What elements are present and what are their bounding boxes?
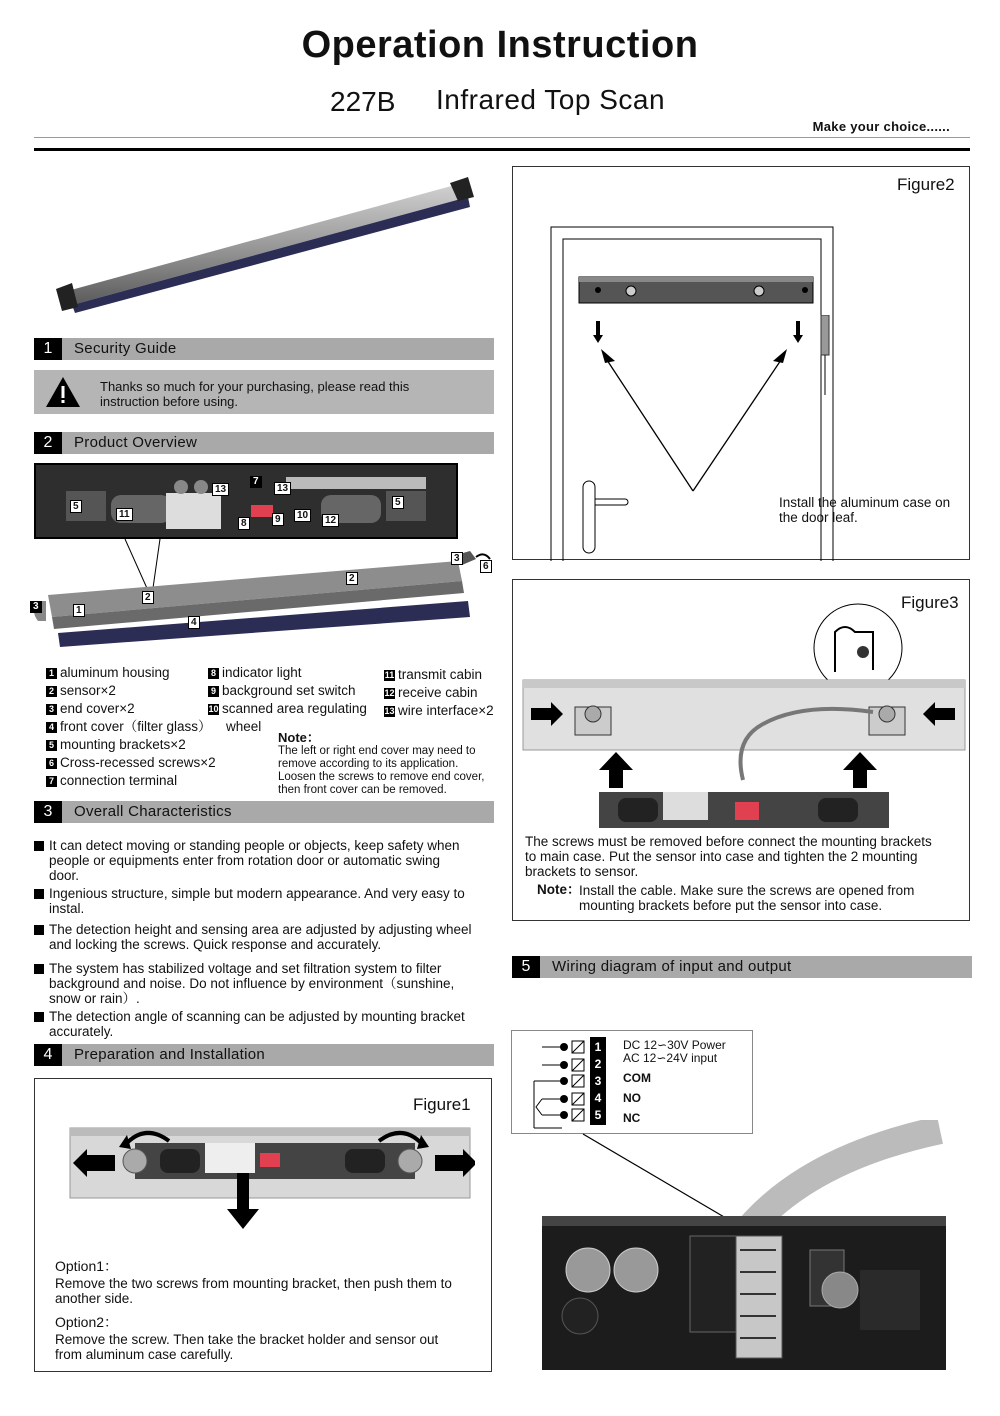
legend-item (208, 664, 367, 682)
legend-item (46, 682, 216, 700)
characteristic-line: The detection angle of scanning can be adjusted by mounting bracket (49, 1009, 465, 1024)
callout-2b: 2 (346, 572, 358, 585)
door-hinge-drawing (813, 315, 833, 395)
terminal-com-label: COM (623, 1071, 651, 1085)
callout-9: 9 (272, 513, 284, 526)
callout-4: 4 (188, 616, 200, 629)
legend-number: 8 (208, 668, 219, 679)
warning-line-1: Thanks so much for your purchasing, please read this (100, 379, 410, 394)
legend-item (384, 684, 494, 702)
legend-column-1 (46, 664, 216, 790)
terminal-nc-label: NC (623, 1111, 641, 1125)
legend-item (384, 702, 494, 720)
legend-text: front cover（filter glass） (60, 719, 212, 734)
section-4-header (34, 1044, 494, 1066)
callout-1: 1 (73, 604, 85, 617)
legend-text: mounting brackets×2 (60, 737, 186, 752)
legend-text: Cross-recessed screws×2 (60, 755, 216, 770)
legend-text: end cover×2 (60, 701, 135, 716)
terminal-number: 2 (594, 1057, 602, 1071)
section-1-number: 1 (34, 338, 62, 360)
characteristic-line: people or equipments enter from rotation door or automatic swing (49, 853, 440, 868)
figure-3-drawing (513, 602, 971, 832)
legend-item (46, 718, 216, 736)
terminal-no-label: NO (623, 1091, 641, 1105)
callout-7: 7 (250, 476, 262, 488)
callout-12: 12 (322, 514, 339, 527)
overview-note-line: The left or right end cover may need to (278, 745, 476, 757)
sensor-closeup (34, 463, 458, 539)
section-2-number: 2 (34, 432, 62, 454)
legend-number: 13 (384, 705, 395, 716)
overview-note-line: Loosen the screws to remove end cover, (278, 771, 485, 783)
characteristic-line: door. (49, 868, 80, 883)
characteristic-item (34, 886, 508, 916)
legend-text: sensor×2 (60, 683, 116, 698)
option-1-line: another side. (55, 1291, 134, 1306)
header-divider-thin (34, 137, 970, 138)
overview-note-line: remove according to its application. (278, 758, 459, 770)
option-1-line: Remove the two screws from mounting bracket, then push them to (55, 1276, 452, 1291)
callout-5a: 5 (70, 500, 82, 513)
legend-text: indicator light (222, 665, 302, 680)
characteristic-line: The system has stabilized voltage and set filtration system to filter (49, 961, 442, 976)
warning-icon (44, 375, 82, 409)
terminal-number: 5 (594, 1108, 602, 1122)
callout-10: 10 (294, 509, 311, 522)
legend-text: wire interface×2 (398, 703, 494, 718)
legend-item (46, 754, 216, 772)
terminal-number: 3 (594, 1074, 602, 1088)
figure-1-drawing (65, 1123, 475, 1233)
legend-number: 5 (46, 740, 57, 751)
legend-text: background set switch (222, 683, 356, 698)
product-name: Infrared Top Scan (436, 84, 666, 115)
characteristic-line: accurately. (49, 1024, 114, 1039)
callout-13a: 13 (212, 483, 229, 496)
legend-item (46, 664, 216, 682)
callout-3a: 3 (30, 601, 42, 613)
legend-number: 2 (46, 686, 57, 697)
section-3-title: Overall Characteristics (74, 803, 232, 820)
legend-number: 6 (46, 758, 57, 769)
overview-note-title: Note： (278, 730, 320, 745)
legend-item (208, 682, 367, 700)
legend-number: 11 (384, 669, 395, 680)
figure-3-note-line: Install the cable. Make sure the screws are opened from (579, 883, 915, 898)
legend-wrap-text: wheel (226, 719, 262, 734)
section-3-number: 3 (34, 801, 62, 823)
legend-item (384, 666, 494, 684)
callout-13b: 13 (274, 482, 291, 495)
figure-2-caption-line: the door leaf. (779, 510, 858, 525)
legend-text: transmit cabin (398, 667, 483, 682)
option-1-title: Option1： (55, 1258, 119, 1274)
exploded-housing-drawing (30, 537, 500, 652)
figure-3-caption-line: brackets to sensor. (525, 864, 639, 879)
section-2-title: Product Overview (74, 434, 198, 451)
legend-item (46, 700, 216, 718)
model-number: 227B (330, 86, 396, 117)
power-dc-label: DC 12∽30V Power (623, 1038, 726, 1052)
legend-number: 3 (46, 704, 57, 715)
legend-item (46, 772, 216, 790)
warning-line-2: instruction before using. (100, 394, 239, 409)
legend-item (46, 736, 216, 754)
section-4-title: Preparation and Installation (74, 1046, 266, 1063)
characteristic-item (34, 1009, 508, 1039)
figure-2-caption-line: Install the aluminum case on (779, 495, 951, 510)
figure-3-note-line: mounting brackets before put the sensor into case. (579, 898, 883, 913)
wiring-board-photo (540, 1120, 950, 1380)
figure-1-label: Figure1 (413, 1095, 471, 1114)
characteristic-item (34, 961, 508, 1006)
section-5-number: 5 (512, 956, 540, 978)
callout-6: 6 (480, 560, 492, 573)
section-4-number: 4 (34, 1044, 62, 1066)
characteristic-line: instal. (49, 901, 85, 916)
characteristic-item (34, 838, 508, 883)
legend-item (208, 700, 367, 718)
legend-number: 1 (46, 668, 57, 679)
warning-box (34, 370, 494, 414)
legend-text: connection terminal (60, 773, 178, 788)
figure-3-caption-line: to main case. Put the sensor into case and tighten the 2 mounting (525, 849, 918, 864)
power-ac-label: AC 12∽24V input (623, 1051, 718, 1065)
section-1-title: Security Guide (74, 340, 177, 357)
figure-1-panel (34, 1078, 492, 1372)
terminal-number: 4 (594, 1091, 602, 1105)
option-2-line: Remove the screw. Then take the bracket holder and sensor out (55, 1332, 439, 1347)
legend-text: scanned area regulating (222, 701, 367, 716)
characteristic-item (34, 922, 508, 952)
document-title: Operation Instruction (301, 24, 699, 66)
tagline: Make your choice...... (812, 119, 950, 134)
characteristic-line: and locking the screws. Quick response and accurately. (49, 937, 382, 952)
characteristic-line: The detection height and sensing area are adjusted by adjusting wheel (49, 922, 472, 937)
section-1-header (34, 338, 494, 360)
legend-column-2 (208, 664, 367, 736)
legend-number: 4 (46, 722, 57, 733)
callout-8: 8 (238, 517, 250, 530)
option-2-line: from aluminum case carefully. (55, 1347, 234, 1362)
characteristic-line: It can detect moving or standing people or objects, keep safety when (49, 838, 460, 853)
terminal-numbers (591, 1039, 605, 1124)
header-divider-thick (34, 148, 970, 151)
terminal-number: 1 (594, 1040, 602, 1054)
legend-text: receive cabin (398, 685, 478, 700)
overview-note (278, 731, 508, 797)
callout-5b: 5 (392, 496, 404, 509)
figure-3-label: Figure3 (901, 593, 959, 612)
characteristic-line: snow or rain）. (49, 991, 140, 1006)
option-2-title: Option2： (55, 1314, 119, 1330)
overview-note-line: then front cover can be removed. (278, 784, 447, 796)
figure-3-panel (512, 579, 970, 921)
section-5-title: Wiring diagram of input and output (552, 958, 792, 975)
section-5-header (512, 956, 972, 978)
legend-number: 9 (208, 686, 219, 697)
figure-3-caption-line: The screws must be removed before connect the mounting brackets (525, 834, 932, 849)
figure-2-label: Figure2 (897, 175, 955, 194)
characteristic-line: Ingenious structure, simple but modern appearance. And very easy to (49, 886, 465, 901)
characteristics-list (34, 838, 508, 1039)
legend-column-3 (384, 666, 494, 720)
callout-2a: 2 (142, 591, 154, 604)
legend-number: 10 (208, 703, 219, 714)
characteristic-line: background and noise. Do not influence by environment（sunshine, (49, 976, 455, 991)
section-3-header (34, 801, 494, 823)
figure-3-note-title: Note： (537, 882, 581, 897)
product-photo (50, 175, 480, 320)
figure-2-panel (512, 166, 970, 560)
legend-text: aluminum housing (60, 665, 170, 680)
section-2-header (34, 432, 494, 454)
callout-11: 11 (116, 508, 133, 521)
legend-number: 12 (384, 687, 395, 698)
wiring-diagram (511, 1030, 753, 1134)
legend-number: 7 (46, 776, 57, 787)
callout-3b: 3 (451, 552, 463, 565)
